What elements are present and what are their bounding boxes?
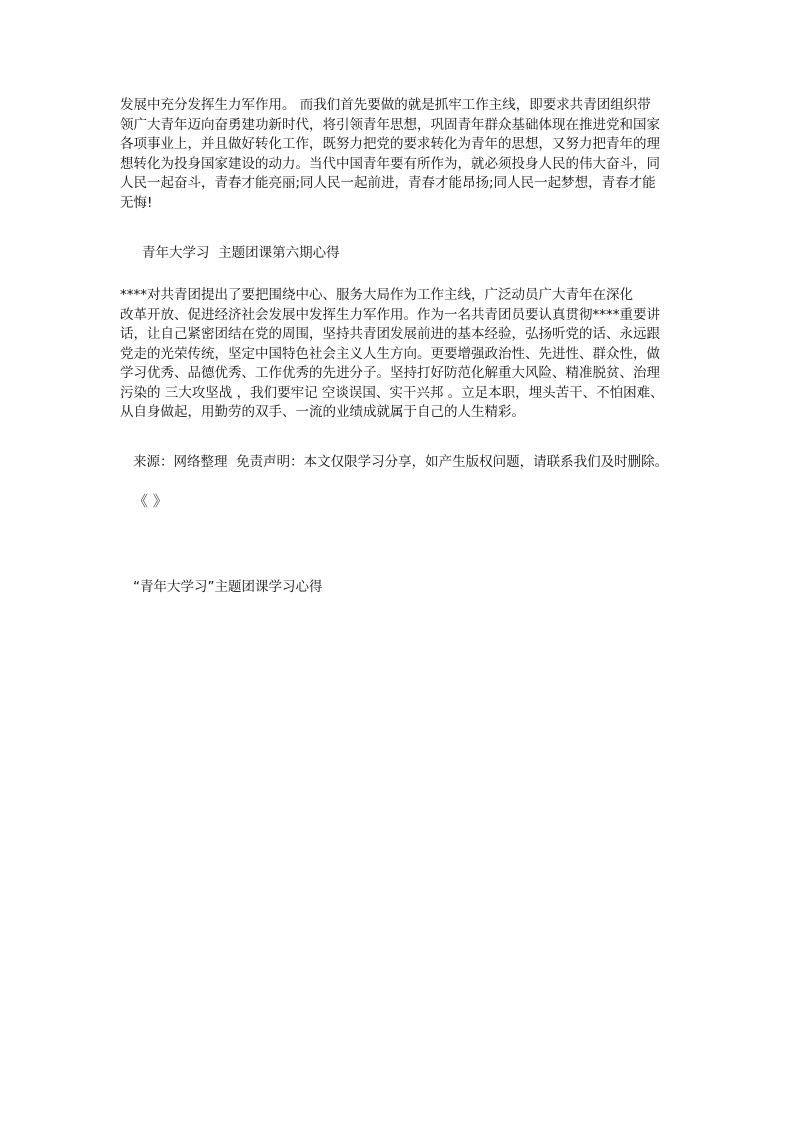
paragraph-line: 党走的光荣传统，坚定中国特色社会主义人生方向。更要增强政治性、先进性、群众性，做 <box>120 345 660 362</box>
paragraph-1 <box>120 96 690 213</box>
page-nav-arrows[interactable]: 《 》 <box>133 492 168 510</box>
source-disclaimer: 来源：网络整理 免责声明：本文仅限学习分享，如产生版权问题，请联系我们及时删除。 <box>133 454 669 470</box>
paragraph-line: 无悔! <box>120 194 153 211</box>
paragraph-line: 想转化为投身国家建设的动力。当代中国青年要有所作为，就必须投身人民的伟大奋斗，同 <box>120 155 660 172</box>
paragraph-2 <box>120 286 690 423</box>
next-article-title: “青年大学习”主题团课学习心得 <box>133 579 323 595</box>
paragraph-line: 学习优秀、品德优秀、工作优秀的先进分子。坚持打好防范化解重大风险、精准脱贫、治理 <box>120 365 660 381</box>
paragraph-line: 话，让自己紧密团结在党的周围，坚持共青团发展前进的基本经验，弘扬听党的话、永远跟 <box>120 326 660 342</box>
paragraph-line: 改革开放、促进经济社会发展中发挥生力军作用。作为一名共青团员要认真贯彻****重要讲 <box>120 306 660 323</box>
paragraph-line: 污染的 三大攻坚战 ，我们要牢记 空谈误国、实干兴邦 。立足本职，埋头苦干、不怕困难、 <box>120 384 664 401</box>
paragraph-line: 领广大青年迈向奋勇建功新时代，将引领青年思想，巩固青年群众基础体现在推进党和国家 <box>120 116 660 133</box>
paragraph-line: ****对共青团提出了要把围绕中心、服务大局作为工作主线，广泛动员广大青年在深化 <box>120 287 633 303</box>
paragraph-line: 各项事业上，并且做好转化工作，既努力把党的要求转化为青年的思想，又努力把青年的理 <box>120 136 660 152</box>
paragraph-line: 发展中充分发挥生力军作用。 而我们首先要做的就是抓牢工作主线，即要求共青团组织带 <box>120 97 651 113</box>
paragraph-line: 从自身做起，用勤劳的双手、一流的业绩成就属于自己的人生精彩。 <box>120 404 525 420</box>
paragraph-line: 人民一起奋斗，青春才能亮丽;同人民一起前进，青春才能昂扬;同人民一起梦想，青春才能 <box>120 175 656 191</box>
section-heading: 青年大学习 主题团课第六期心得 <box>142 245 340 261</box>
